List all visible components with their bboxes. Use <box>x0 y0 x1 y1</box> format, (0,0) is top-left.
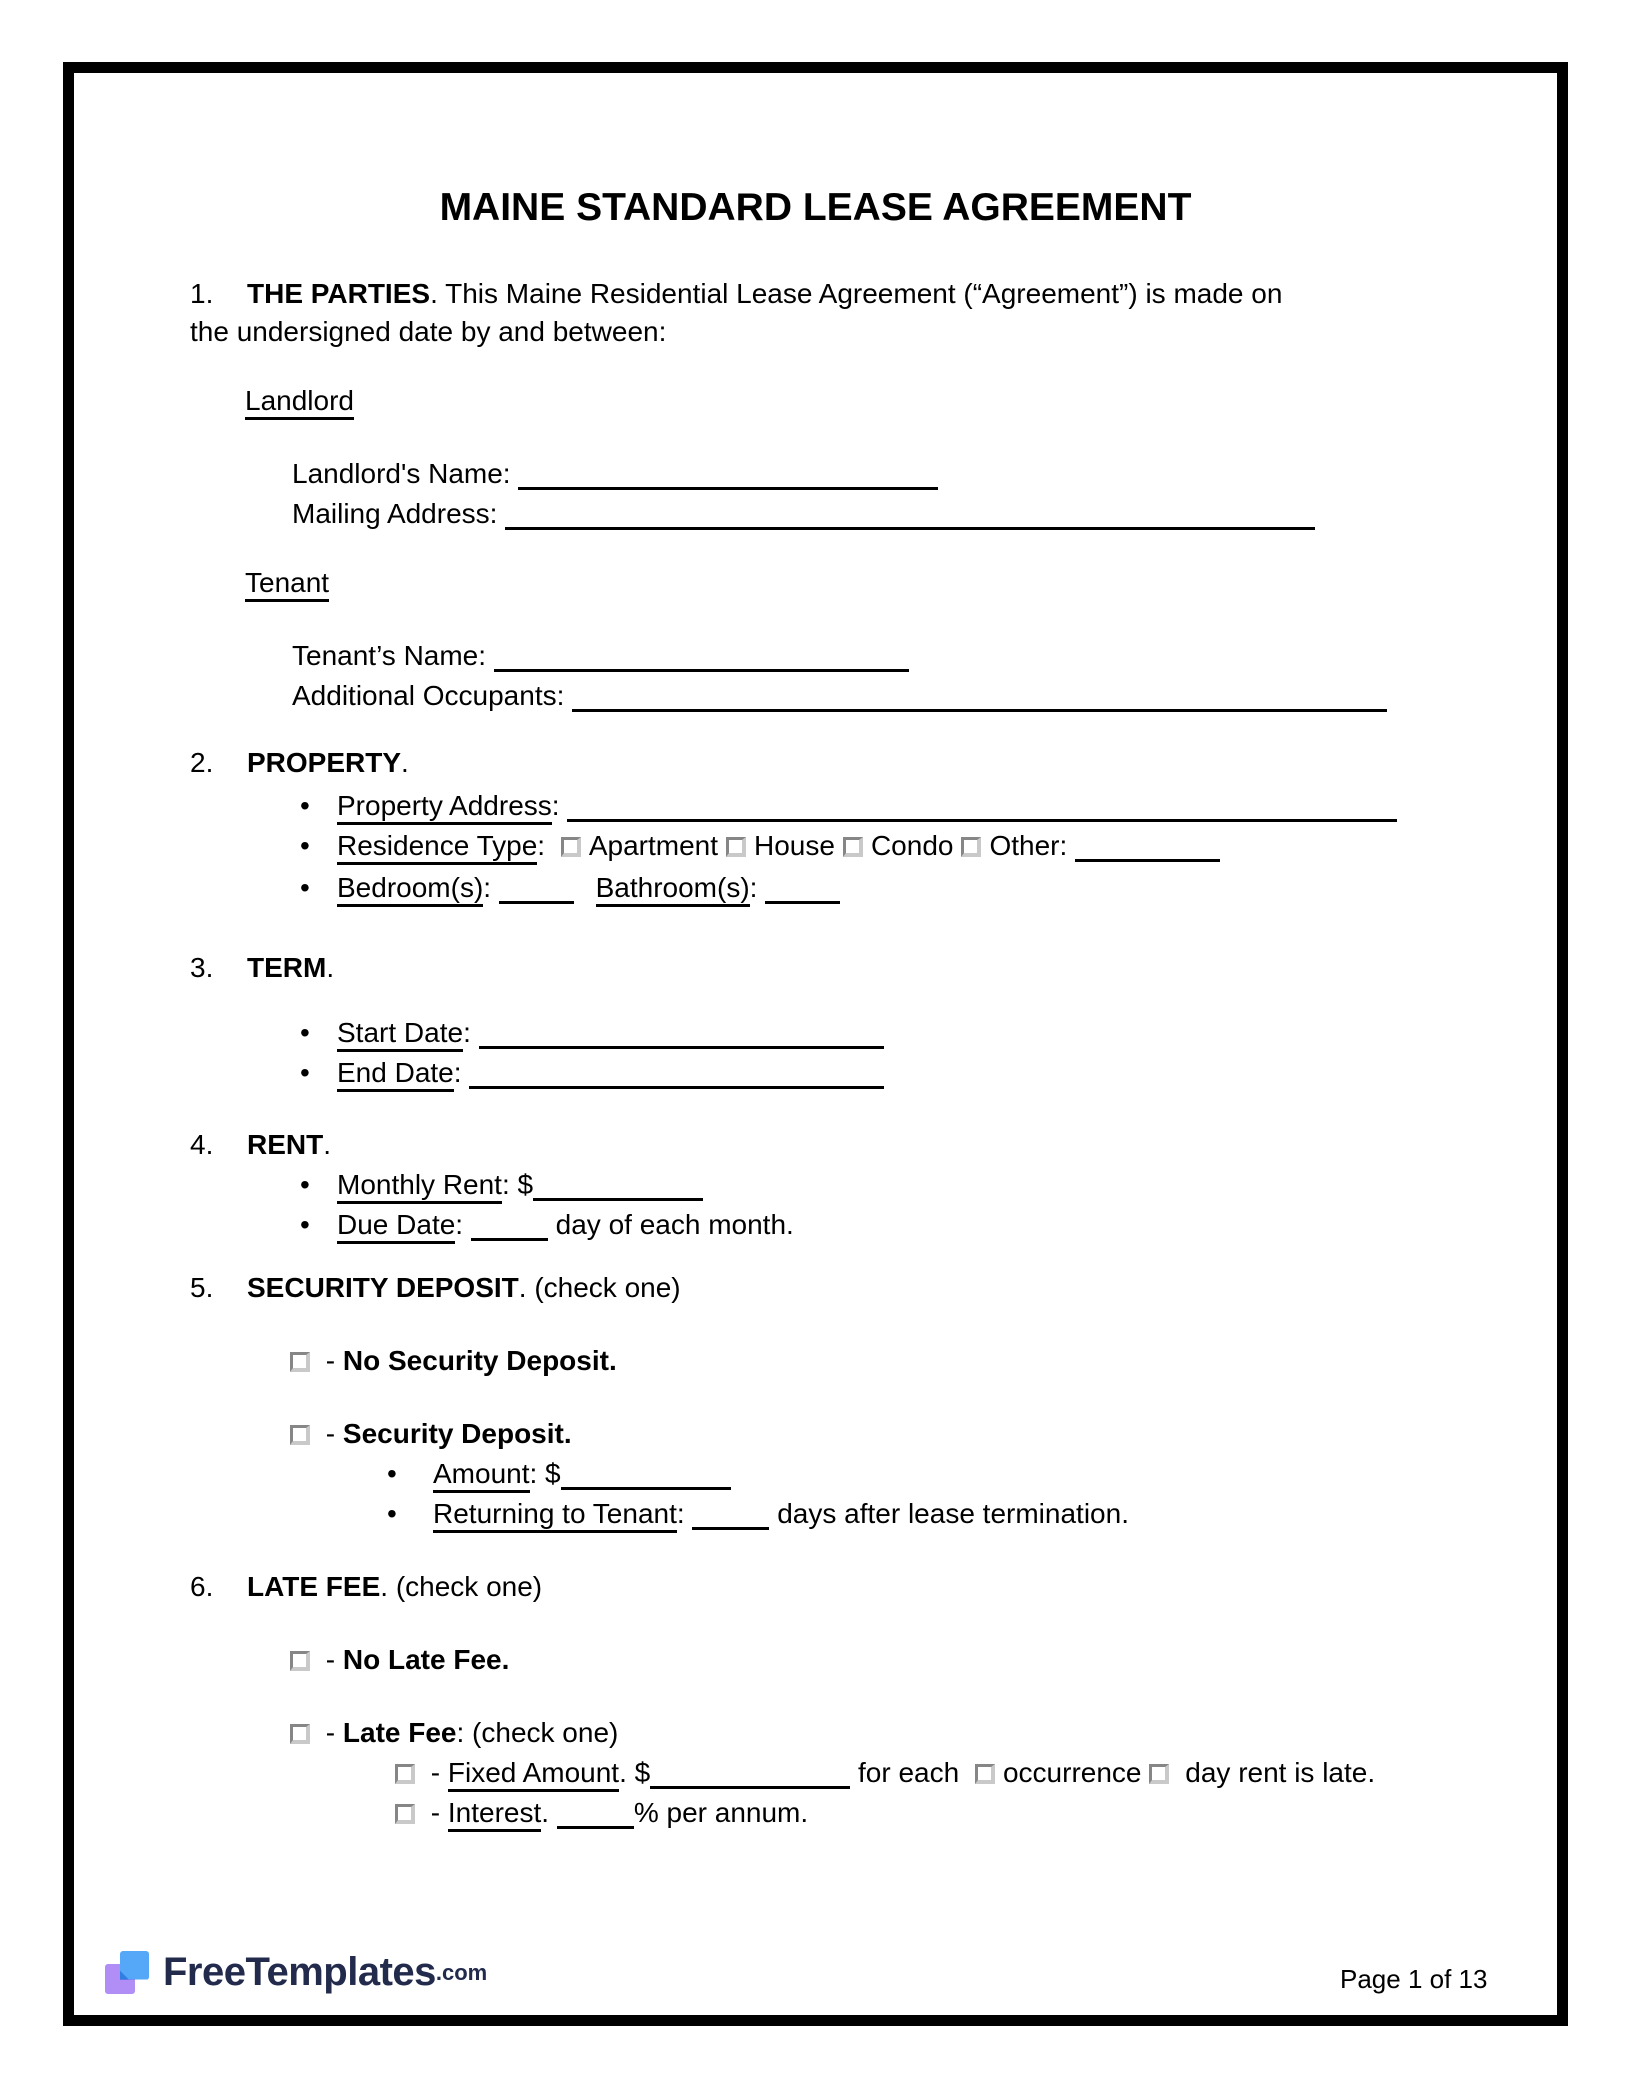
brand-name: FreeTemplates <box>163 1950 436 1994</box>
residence-type-row: • Residence Type: Apartment House Condo Other: <box>300 826 1220 866</box>
bullet-icon: • <box>300 1209 310 1240</box>
additional-occupants-row <box>292 676 1387 716</box>
blank-monthly-rent[interactable] <box>533 1168 703 1201</box>
bullet-icon: • <box>387 1458 397 1489</box>
interest-row: - Interest. % per annum. <box>395 1793 808 1833</box>
late-fee-label: Late Fee <box>342 1717 457 1748</box>
section-1-line-1: 1. THE PARTIES. This Maine Residential Lease Agreement (“Agreement”) is made on <box>190 274 1282 314</box>
blank-fixed-amount[interactable] <box>650 1756 850 1789</box>
tenant-name-row <box>292 636 909 676</box>
other-label: Other: <box>989 830 1068 861</box>
blank-returning-days[interactable] <box>692 1497 769 1530</box>
bedrooms-bathrooms-row: • Bedroom(s): Bathroom(s): <box>300 868 840 908</box>
start-date-row: • Start Date: <box>300 1013 884 1053</box>
amount-row: • Amount: $ <box>387 1454 731 1494</box>
mailing-address-label: Mailing Address: <box>292 498 498 529</box>
end-date-label: End Date <box>337 1057 454 1092</box>
apartment-label: Apartment <box>588 830 719 861</box>
bullet-icon: • <box>300 1017 310 1048</box>
bullet-icon: • <box>300 872 310 903</box>
checkbox-other[interactable] <box>961 837 981 857</box>
security-deposit-label: Security Deposit. <box>342 1418 572 1449</box>
occurrence-label: occurrence <box>1002 1757 1142 1788</box>
checkbox-house[interactable] <box>726 837 746 857</box>
blank-additional-occupants[interactable] <box>572 679 1387 712</box>
blank-landlord-name[interactable] <box>518 457 938 490</box>
no-late-fee-row: - No Late Fee. <box>290 1640 509 1680</box>
no-security-deposit-label: No Security Deposit. <box>342 1345 617 1376</box>
bullet-icon: • <box>300 1169 310 1200</box>
checkbox-interest[interactable] <box>395 1804 415 1824</box>
section-5-heading: 5. SECURITY DEPOSIT. (check one) <box>190 1272 681 1303</box>
checkbox-late-fee[interactable] <box>290 1724 310 1744</box>
house-label: House <box>754 830 835 861</box>
additional-occupants-label: Additional Occupants: <box>292 680 565 711</box>
section-1-number: 1. <box>190 278 214 309</box>
property-address-label: Property Address <box>337 790 552 825</box>
no-security-deposit-row: - No Security Deposit. <box>290 1341 617 1381</box>
blank-start-date[interactable] <box>479 1016 884 1049</box>
checkbox-day[interactable] <box>1149 1764 1169 1784</box>
section-1-line-2: the undersigned date by and between: <box>190 316 667 347</box>
property-address-row: • Property Address: <box>300 786 1397 826</box>
bullet-icon: • <box>300 790 310 821</box>
residence-type-label: Residence Type <box>337 830 537 865</box>
checkbox-security-deposit[interactable] <box>290 1425 310 1445</box>
checkbox-fixed-amount[interactable] <box>395 1764 415 1784</box>
section-2-heading: 2. PROPERTY. <box>190 747 409 778</box>
page-number: Page 1 of 13 <box>1340 1964 1488 1994</box>
no-late-fee-label: No Late Fee. <box>342 1644 510 1675</box>
condo-label: Condo <box>870 830 954 861</box>
section-6-heading: 6. LATE FEE. (check one) <box>190 1571 543 1602</box>
document-title: MAINE STANDARD LEASE AGREEMENT <box>439 186 1192 229</box>
checkbox-apartment[interactable] <box>561 837 581 857</box>
bullet-icon: • <box>300 830 310 861</box>
checkbox-no-security-deposit[interactable] <box>290 1352 310 1372</box>
tenant-name-label: Tenant’s Name: <box>292 640 487 671</box>
blank-due-date[interactable] <box>471 1208 548 1241</box>
due-date-label: Due Date <box>337 1209 455 1244</box>
blank-end-date[interactable] <box>469 1056 884 1089</box>
amount-label: Amount <box>433 1458 530 1493</box>
blank-tenant-name[interactable] <box>494 639 909 672</box>
due-date-row: • Due Date: day of each month. <box>300 1205 794 1245</box>
monthly-rent-label: Monthly Rent <box>337 1169 502 1204</box>
blank-property-address[interactable] <box>567 789 1397 822</box>
section-1-heading: THE PARTIES <box>247 278 431 309</box>
section-4-heading: 4. RENT. <box>190 1129 332 1160</box>
landlord-name-row <box>292 454 938 494</box>
brand-suffix: .com <box>435 1959 488 1985</box>
checkbox-condo[interactable] <box>843 837 863 857</box>
freetemplates-logo-icon <box>105 1951 151 1995</box>
landlord-name-label: Landlord's Name: <box>292 458 511 489</box>
fixed-amount-label: Fixed Amount <box>448 1757 619 1792</box>
start-date-label: Start Date <box>337 1017 463 1052</box>
freetemplates-logo <box>105 1950 487 1995</box>
blank-bedrooms[interactable] <box>499 871 574 904</box>
fixed-amount-row: - Fixed Amount. $ for each occurrence day rent is late. <box>395 1753 1375 1793</box>
landlord-heading: Landlord <box>245 381 354 421</box>
returning-row: • Returning to Tenant: days after lease termination. <box>387 1494 1129 1534</box>
returning-label: Returning to Tenant <box>433 1498 677 1533</box>
mailing-address-row <box>292 494 1315 534</box>
bullet-icon: • <box>387 1498 397 1529</box>
blank-mailing-address[interactable] <box>505 497 1315 530</box>
bathrooms-label: Bathroom(s) <box>596 872 750 907</box>
monthly-rent-row: • Monthly Rent: $ <box>300 1165 703 1205</box>
blank-amount[interactable] <box>561 1457 731 1490</box>
bullet-icon: • <box>300 1057 310 1088</box>
interest-label: Interest <box>448 1797 541 1832</box>
blank-bathrooms[interactable] <box>765 871 840 904</box>
end-date-row: • End Date: <box>300 1053 884 1093</box>
section-3-heading: 3. TERM. <box>190 952 335 983</box>
blank-interest-rate[interactable] <box>557 1796 634 1829</box>
checkbox-no-late-fee[interactable] <box>290 1651 310 1671</box>
bedrooms-label: Bedroom(s) <box>337 872 483 907</box>
checkbox-occurrence[interactable] <box>975 1764 995 1784</box>
blank-other[interactable] <box>1075 829 1220 862</box>
late-fee-row: - Late Fee: (check one) <box>290 1713 618 1753</box>
security-deposit-row: - Security Deposit. <box>290 1414 572 1454</box>
tenant-heading: Tenant <box>245 563 329 603</box>
